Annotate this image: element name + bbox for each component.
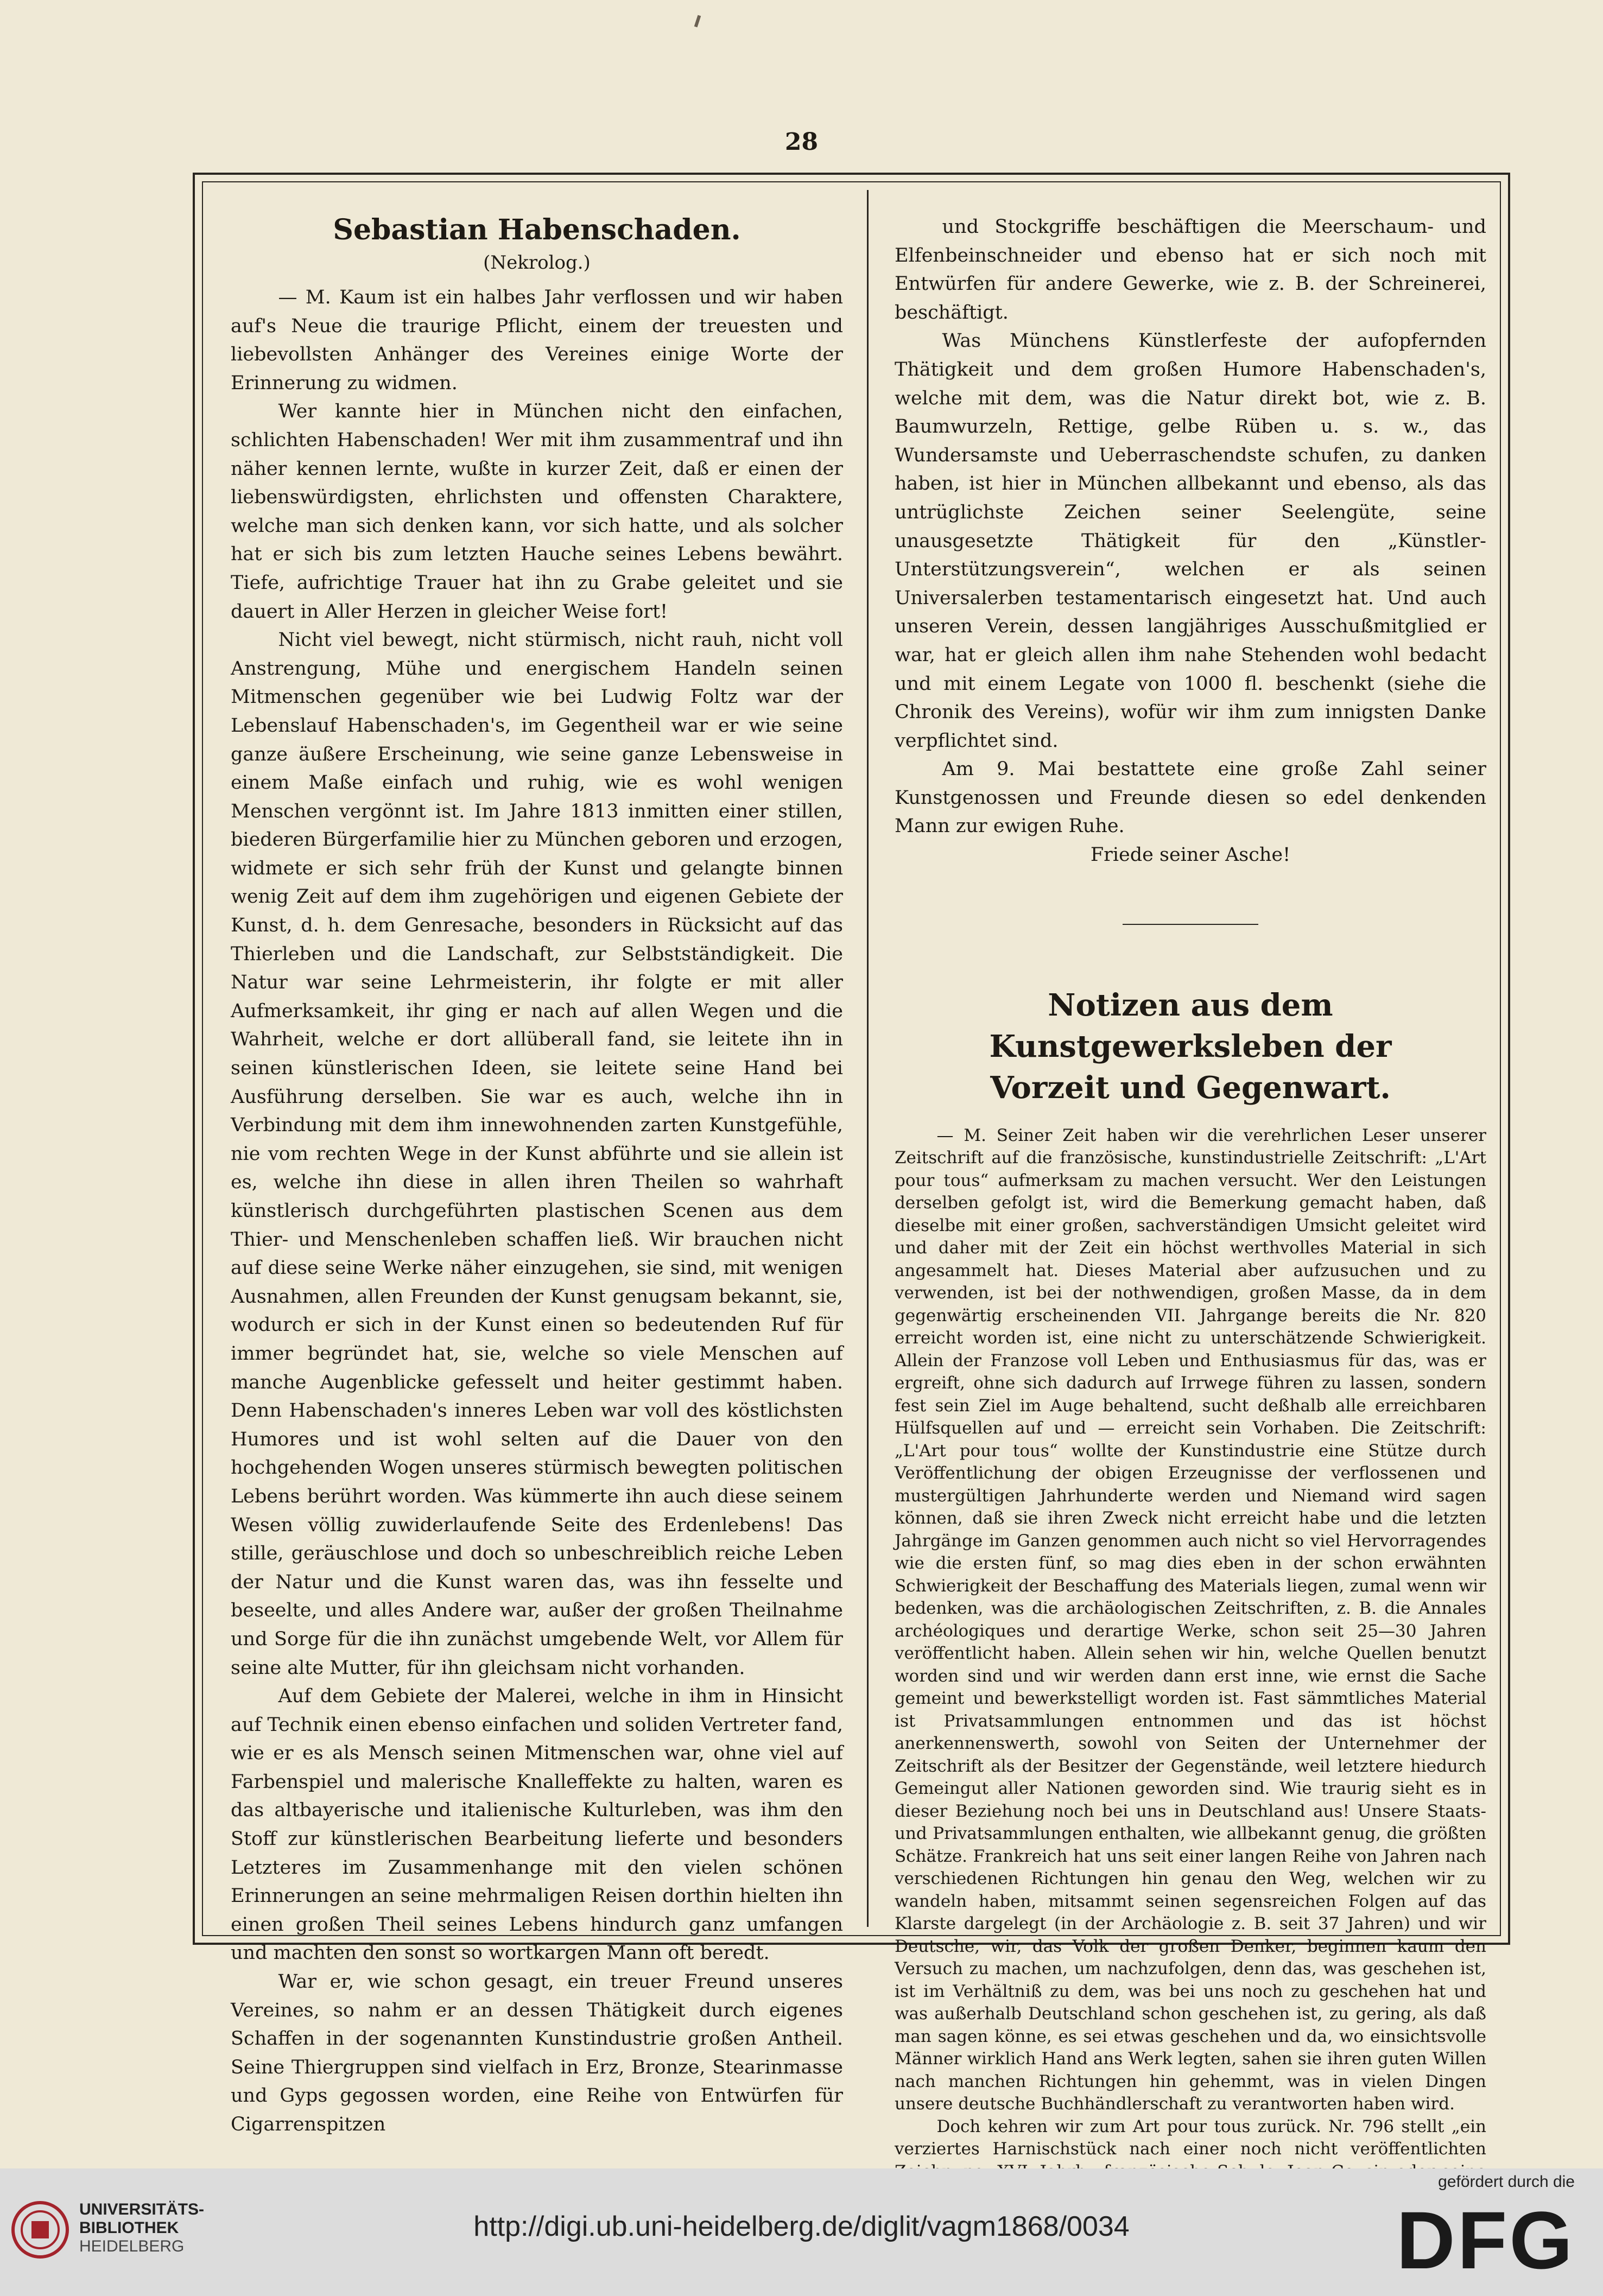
- paragraph: — M. Seiner Zeit haben wir die verehrlichen Leser unserer Zeitschrift auf die französische, kunstindustrielle Zeitschrift: „L'Art pour tous“ aufmerksam zu machen versucht. Wer den Leistungen derselben gefolgt ist, wird die Bemerkung gemacht haben, daß dieselbe mit einer großen, sachverständigen Umsicht geleitet wird und daher mit der Zeit ein höchst werthvolles Material in sich angesammelt hat. Dieses Material aber aufzusuchen und zu verwenden, ist bei der nothwendigen, großen Masse, da in dem gegenwärtig erscheinenden VII. Jahrgange bereits die Nr. 820 erreicht worden ist, eine nicht zu unterschätzende Schwierigkeit. Allein der Franzose voll Leben und Enthusiasmus für das, was er ergreift, ohne sich dadurch auf Irrwege führen zu lassen, sondern fest sein Ziel im Auge behaltend, sucht deßhalb alle erreichbaren Hülfsquellen auf und — erreicht sein Vorhaben. Die Zeitschrift: „L'Art pour tous“ wollte der Kunstindustrie eine Stütze durch Veröffentlichung der obigen Erzeugnisse der verflossenen und mustergültigen Jahrhunderte werden und Niemand wird sagen können, daß sie ihren Zweck nicht erreicht habe und die letzten Jahrgänge im Ganzen genommen auch nicht so viel Hervorragendes wie die ersten fünf, so mag dies eben in der schon erwähnten Schwierigkeit der Beschaffung des Materials liegen, zumal wenn wir bedenken, was die archäologischen Zeitschriften, z. B. die Annales archéologiques und derartige Werke, schon seit 25—30 Jahren veröffentlicht haben. Allein sehen wir hin, welche Quellen benutzt worden sind und wir werden dann erst inne, wie ernst die Sache gemeint und bewerkstelligt worden ist. Fast sämmtliches Material ist Privatsammlungen entnommen und das ist höchst anerkennenswerth, sowohl von Seiten der Unternehmer der Zeitschrift als der Besitzer der Gegenstände, weil letztere hiedurch Gemeingut aller Nationen geworden sind. Wie traurig sieht es in dieser Beziehung noch bei uns in Deutschland aus! Unsere Staats- und Privatsammlungen enthalten, wie allbekannt genug, die größten Schätze. Frankreich hat uns seit einer langen Reihe von Jahren nach verschiedenen Richtungen hin genau den Weg, welchen wir zu wandeln haben, mitsammt seinen segensreichen Folgen auf das Klarste dargelegt (in der Archäologie z. B. seit 37 Jahren) und wir Deutsche, wir, das Volk der großen Denker, beginnen kaum den Versuch zu machen, um nachzufolgen, denn das, was geschehen ist, ist im Verhältniß zu dem, was bei uns noch zu geschehen hat und was außerhalb Deutschland schon geschehen ist, zu gering, als daß man sagen könne, es sei etwas geschehen und da, wo einsichtsvolle Männer wirklich Hand ans Werk legten, sahen sie ihren guten Willen nach manchen Richtungen hin gehemmt, was in vielen Dingen unsere deutsche Buchhändlerschaft zu verantworten haben wird.: [895, 1125, 1486, 2114]
- paragraph: Wer kannte hier in München nicht den einfachen, schlichten Habenschaden! Wer mit ihm zusammentraf und ihn näher kennen lernte, wußte in kurzer Zeit, daß er einen der liebenswürdigsten, ehrlichsten und offensten Charaktere, welche man sich denken kann, vor sich hatte, und als solcher hat er sich bis zum letzten Hauche seines Lebens bewährt. Tiefe, aufrichtige Trauer hat ihn zu Grabe geleitet und sie dauert in Aller Herzen in gleicher Weise fort!: [231, 401, 843, 623]
- library-name-line-2: BIBLIOTHEK: [79, 2219, 179, 2237]
- digitization-url-link[interactable]: http://digi.ub.uni-heidelberg.de/diglit/vagm1868/0034: [473, 2211, 1130, 2242]
- article-subtitle: (Nekrolog.): [483, 252, 591, 274]
- section-title-line-1: Notizen aus dem Kunstgewerksleben der: [989, 987, 1392, 1064]
- dfg-logo[interactable]: DFG: [1396, 2194, 1575, 2286]
- paragraph: — M. Kaum ist ein halbes Jahr verflossen und wir haben auf's Neue die traurige Pflicht, einem der treuesten und liebevollsten Anhänger des Vereines einige Worte der Erinnerung zu widmen.: [231, 287, 843, 394]
- stray-ink-mark: [694, 15, 701, 28]
- right-column: [895, 213, 1486, 2159]
- left-column: [231, 213, 843, 2135]
- closing-line: Friede seiner Asche!: [1090, 844, 1291, 866]
- funding-note: gefördert durch die: [1438, 2173, 1575, 2191]
- notes-body: [895, 1125, 1486, 2206]
- paragraph: War er, wie schon gesagt, ein treuer Freund unseres Vereines, so nahm er an dessen Thätigkeit durch eigenes Schaffen in der sogenannten Kunstindustrie großen Antheil. Seine Thiergruppen sind vielfach in Erz, Bronze, Stearinmasse und Gyps gegossen worden, eine Reihe von Entwürfen für Cigarrenspitzen: [231, 1971, 843, 2135]
- paragraph: Doch kehren wir zum Art pour tous zurück. Nr. 796 stellt „ein verziertes Harnischstück nach einer noch nicht veröffentlichten: [895, 2116, 1486, 2159]
- page-number: 28: [784, 128, 819, 156]
- paragraph: Nicht viel bewegt, nicht stürmisch, nicht rauh, nicht voll Anstrengung, Mühe und energischem Handeln seinen Mitmenschen gegenüber wie bei Ludwig Foltz war der Lebenslauf Habenschaden's, im Gegentheil war er wie seine ganze äußere Erscheinung, wie seine ganze Lebensweise in einem Maße einfach und ruhig, wie es wohl wenigen Menschen vergönnt ist. Im Jahre 1813 inmitten einer stillen, biederen Bürgerfamilie hier zu München geboren und erzogen, widmete er sich sehr früh der Kunst und gelangte binnen wenig Zeit auf dem ihm zugehörigen und eigenen Gebiete der Kunst, d. h. dem Genresache, besonders in Rücksicht auf das Thierleben und die Landschaft, zur Selbstständigkeit. Die Natur war seine Lehrmeisterin, ihr folgte er mit aller Aufmerksamkeit, ihr ging er nach auf allen Wegen und die Wahrheit, welche er dort allüberall fand, sie leitete ihn in seinen künstlerischen Ideen, sie leitete seine Hand bei Ausführung derselben. Sie war es auch, welche ihn in Verbindung mit dem ihm innewohnenden zarten Kunstgefühle, nie vom rechten Wege in der Kunst abführte und sie allein ist es, welche ihn diese in allen ihren Theilen so wahrhaft künstlerisch durchgeführten plastischen Scenen aus dem Thier- und Menschenleben schaffen ließ. Wir brauchen nicht auf diese seine Werke näher einzugehen, sie sind, mit wenigen Ausnahmen, allen Freunden der Kunst genugsam bekannt, sie, wodurch er sich in der Kunst einen so bedeutenden Ruf für immer begründet hat, sie, welche so viele Menschen auf manche Augenblicke gefesselt und heiter gestimmt haben. Denn Habenschaden's inneres Leben war voll des köstlichsten Humores und ist wohl selten auf die Dauer von den hochgehenden Wogen unseres stürmisch bewegten politischen Lebens berührt worden. Was kümmerte ihn auch diese seinem Wesen völlig zuwiderlaufende Seite des Erdenlebens! Das stille, geräuschlose und doch so unbeschreiblich reiche Leben der Natur und die Kunst waren das, was ihn fesselte und beseelte, und alles Andere war, außer der großen Theilnahme und Sorge für die ihn zunächst umgebende Welt, vor Allem für seine alte Mutter, für ihn gleichsam nicht vorhanden.: [231, 629, 843, 1679]
- article-title: Sebastian Habenschaden.: [333, 213, 741, 246]
- column-divider: [867, 190, 869, 1927]
- library-name-line-1: UNIVERSITÄTS-: [79, 2200, 205, 2218]
- section-title-line-2: Vorzeit und Gegenwart.: [990, 1069, 1391, 1106]
- library-name-line-3: HEIDELBERG: [79, 2237, 185, 2255]
- section-title: [895, 985, 1486, 1108]
- paragraph: und Stockgriffe beschäftigen die Meerschaum- und Elfenbeinschneider und ebenso hat er sich noch mit Entwürfen für andere Gewerke, wie z. B. der Schreinerei, beschäftigt.: [895, 216, 1486, 324]
- paragraph: Was Münchens Künstlerfeste der aufopfernden Thätigkeit und dem großen Humore Habenschaden's, welche mit dem, was die Natur direkt bot, wie z. B. Baumwurzeln, Rettige, gelbe Rüben u. s. w., das Wundersamste und Ueberraschendste schufen, zu danken haben, ist hier in München allbekannt und ebenso, als das untrüglichste Zeichen seiner Seelengüte, seine unausgesetzte Thätigkeit für den „Künstler-Unterstützungsverein“, welchen er als seinen Universalerben testamentarisch eingesetzt hat. Und auch unseren Verein, dessen langjähriges Ausschußmitglied er war, hat er gleich allen ihm nahe Stehenden wohl bedacht und mit einem Legate von 1000 fl. beschenkt (siehe die Chronik des Vereins), wofür wir ihm zum innigsten Danke verpflichtet sind.: [895, 330, 1486, 752]
- section-divider: [1123, 924, 1258, 925]
- paragraph: Auf dem Gebiete der Malerei, welche in ihm in Hinsicht auf Technik einen ebenso einfachen und soliden Vertreter fand, wie er es als Mensch seinen Mitmenschen war, ohne viel auf Farbenspiel und malerische Knalleffekte zu halten, waren es das altbayerische und italienische Kulturleben, was ihm den Stoff zur künstlerischen Bearbeitung lieferte und besonders Letzteres im Zusammenhange mit den vielen schönen Erinnerungen an seine mehrmaligen Reisen dorthin hielten ihn einen großen Theil seines Lebens hindurch ganz umfangen und machten den sonst so wortkargen Mann oft beredt.: [231, 1685, 843, 1964]
- paragraph: Am 9. Mai bestattete eine große Zahl seiner Kunstgenossen und Freunde diesen so edel denkenden Mann zur ewigen Ruhe.: [895, 758, 1486, 838]
